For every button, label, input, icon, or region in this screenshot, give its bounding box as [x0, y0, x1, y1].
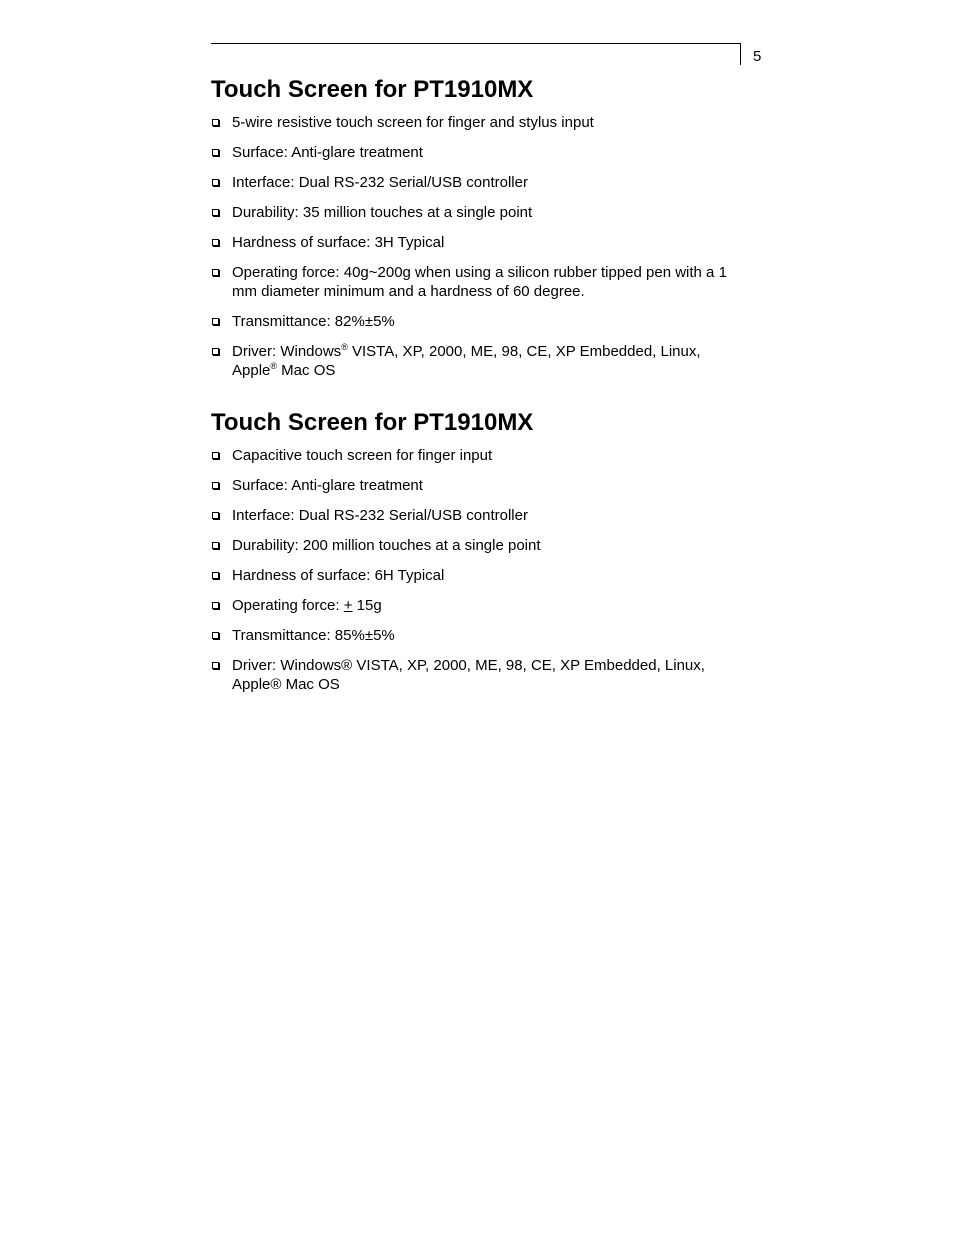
checkbox-bullet-icon — [212, 662, 219, 669]
checkbox-bullet-icon — [212, 239, 219, 246]
spec-text: Driver: Windows® VISTA, XP, 2000, ME, 98, CE, XP Embedded, Linux, Apple® Mac OS — [232, 657, 705, 693]
spec-text: Surface: Anti-glare treatment — [232, 144, 423, 161]
list-item — [211, 233, 751, 252]
spec-text: Interface: Dual RS-232 Serial/USB controller — [232, 174, 528, 191]
list-item — [211, 566, 751, 585]
checkbox-bullet-icon — [212, 209, 219, 216]
section-resistive — [211, 75, 751, 391]
section-capacitive — [211, 408, 751, 705]
checkbox-bullet-icon — [212, 318, 219, 325]
list-item — [211, 446, 751, 465]
list-item — [211, 173, 751, 192]
checkbox-bullet-icon — [212, 452, 219, 459]
driver-prefix: Driver: Windows — [232, 343, 342, 360]
spec-text: Durability: 35 million touches at a single point — [232, 204, 533, 221]
checkbox-bullet-icon — [212, 542, 219, 549]
checkbox-bullet-icon — [212, 269, 219, 276]
checkbox-bullet-icon — [212, 119, 219, 126]
list-item — [211, 143, 751, 162]
checkbox-bullet-icon — [212, 348, 219, 355]
spec-text: Durability: 200 million touches at a single point — [232, 537, 541, 554]
spec-text: Operating force: 40g~200g when using a silicon rubber tipped pen with a 1 mm diameter minimum and a hardness of 60 degree. — [232, 264, 727, 300]
spec-text: Hardness of surface: 6H Typical — [232, 567, 445, 584]
checkbox-bullet-icon — [212, 482, 219, 489]
spec-text: Transmittance: 82%±5% — [232, 313, 395, 330]
spec-list — [211, 113, 751, 380]
driver-suffix: Mac OS — [277, 362, 336, 379]
list-item — [211, 626, 751, 645]
registered-mark: ® — [270, 361, 278, 371]
checkbox-bullet-icon — [212, 149, 219, 156]
checkbox-bullet-icon — [212, 572, 219, 579]
driver-apple: Apple — [232, 362, 271, 379]
list-item — [211, 203, 751, 222]
list-item — [211, 263, 751, 301]
section-title: Touch Screen for PT1910MX — [211, 76, 534, 103]
page-number: 5 — [753, 48, 762, 65]
checkbox-bullet-icon — [212, 512, 219, 519]
section-title: Touch Screen for PT1910MX — [211, 409, 534, 436]
force-prefix: Operating force: — [232, 597, 344, 614]
spec-text: Interface: Dual RS-232 Serial/USB controller — [232, 507, 528, 524]
list-item — [211, 476, 751, 495]
header-divider — [740, 43, 741, 65]
spec-text: Surface: Anti-glare treatment — [232, 477, 423, 494]
spec-text: Capacitive touch screen for finger input — [232, 447, 493, 464]
list-item-driver — [211, 656, 751, 694]
registered-mark: ® — [341, 342, 348, 352]
spec-text: 5-wire resistive touch screen for finger and stylus input — [232, 114, 594, 131]
header-rule — [211, 43, 741, 44]
spec-text: Transmittance: 85%±5% — [232, 627, 395, 644]
list-item-driver — [211, 342, 751, 380]
driver-middle: VISTA, XP, 2000, ME, 98, CE, XP Embedded, Linux, — [347, 343, 701, 360]
spec-list — [211, 446, 751, 694]
checkbox-bullet-icon — [212, 632, 219, 639]
checkbox-bullet-icon — [212, 602, 219, 609]
spec-text: Hardness of surface: 3H Typical — [232, 234, 445, 251]
checkbox-bullet-icon — [212, 179, 219, 186]
list-item — [211, 113, 751, 132]
list-item-operating-force — [211, 596, 751, 615]
plus-minus-symbol: + — [343, 597, 353, 614]
force-suffix: 15g — [352, 597, 382, 614]
list-item — [211, 506, 751, 525]
list-item — [211, 536, 751, 555]
list-item — [211, 312, 751, 331]
